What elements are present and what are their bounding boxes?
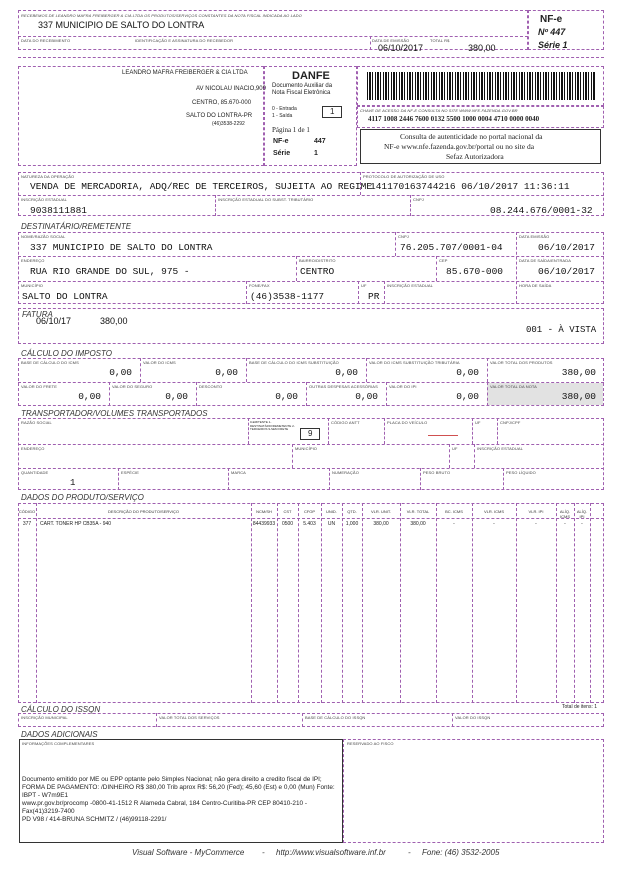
column-divider xyxy=(590,503,591,703)
access-key-value: 4117 1008 2446 7600 0132 5500 1000 0004 4710 0000 0040 xyxy=(368,115,540,123)
recipient-city-value: SALTO DO LONTRA xyxy=(22,291,108,302)
barcode xyxy=(367,72,595,100)
footer-site: http://www.visualsoftware.inf.br xyxy=(276,848,386,857)
table-cell: - xyxy=(581,521,583,527)
column-header: VLR. ICMS xyxy=(483,509,504,514)
column-header: BC. ICMS xyxy=(445,509,463,514)
table-cell: 0500 xyxy=(281,521,294,527)
column-divider xyxy=(342,503,343,703)
additional-line: IBPT - W7m9E1 xyxy=(22,792,69,799)
tax-label: VALOR DO ICMS xyxy=(143,360,176,365)
freight-modes-label: 0-EMITENTE 1-DESTINATÁRIO/REMETENTE 2-TERCEIROS 9-SEM FRETE xyxy=(250,420,295,432)
table-cell: 1,000 xyxy=(345,521,359,527)
ie-st-label: INSCRIÇÃO ESTADUAL DO SUBST. TRIBUTÁRIO xyxy=(218,197,314,202)
table-cell: UN xyxy=(327,521,336,527)
recipient-exit-date-label: DATA DE SAÍDA/ENTRADA xyxy=(519,258,571,263)
recipient-uf-value: PR xyxy=(368,291,380,302)
footer-phone: Fone: (46) 3532-2005 xyxy=(422,848,500,857)
consult-line2: NF-e www.nfe.fazenda.gov.br/portal ou no site da xyxy=(384,142,535,151)
consult-line3: Sefaz Autorizadora xyxy=(446,152,504,161)
quantity-value: 1 xyxy=(70,478,76,488)
additional-info-box xyxy=(19,739,343,843)
quantity-label: QUANTIDADE xyxy=(21,470,49,475)
recipient-phone-label: FONE/FAX xyxy=(249,283,270,288)
footer-sep2: - xyxy=(408,848,411,857)
cut-line xyxy=(18,57,604,58)
danfe-serie-label: Série xyxy=(273,150,291,157)
receipt-emission-label: DATA DE EMISSÃO xyxy=(372,38,410,43)
tax-label: BASE DE CÁLCULO DO ICMS xyxy=(21,360,79,365)
carrier-address-label: ENDEREÇO xyxy=(21,446,45,451)
invoice-box xyxy=(18,308,604,344)
column-header: ALÍQ. IPI xyxy=(576,509,588,519)
danfe-page: Página 1 de 1 xyxy=(272,126,310,134)
column-divider xyxy=(556,503,557,703)
consult-line1: Consulta de autenticidade no portal nacional da xyxy=(400,132,543,141)
recipient-city-label: MUNICÍPIO xyxy=(21,283,44,288)
cnpj-value: 08.244.676/0001-32 xyxy=(490,205,593,216)
plate-label: PLACA DO VEÍCULO xyxy=(387,420,428,425)
additional-line: Fax(41)3219-7400 xyxy=(22,808,75,815)
tax-value: 0,00 xyxy=(275,391,298,402)
tax-value: 0,00 xyxy=(456,391,479,402)
net-weight-label: PESO LÍQUIDO xyxy=(506,470,536,475)
ie-label: INSCRIÇÃO ESTADUAL xyxy=(21,197,67,202)
invoice-amount: 380,00 xyxy=(100,316,128,326)
tax-label: VALOR DO FRETE xyxy=(21,384,57,389)
tax-section: CÁLCULO DO IMPOSTO xyxy=(21,349,112,358)
receipt-nfe-title: NF-e xyxy=(540,14,563,25)
emitter-center: CENTRO, 85.670-000 xyxy=(192,100,252,106)
recipient-cep-value: 85.670-000 xyxy=(446,266,504,277)
receipt-emission-value: 06/10/2017 xyxy=(378,43,424,53)
recipient-section: DESTINATÁRIO/REMETENTE xyxy=(21,222,132,231)
issqn-value-label: VALOR DO ISSQN xyxy=(455,715,491,720)
column-header: DESCRIÇÃO DO PRODUTO/SERVIÇO xyxy=(108,509,179,514)
recipient-ie-label: INSCRIÇÃO ESTADUAL xyxy=(387,283,433,288)
recipient-phone-value: (46)3538-1177 xyxy=(250,291,325,302)
carrier-name-label: RAZÃO SOCIAL xyxy=(21,420,52,425)
additional-section: DADOS ADICIONAIS xyxy=(21,730,98,739)
invoice-terms: 001 - À VISTA xyxy=(526,325,597,335)
column-header: ALÍQ. ICMS xyxy=(559,509,571,519)
additional-info-label: INFORMAÇÕES COMPLEMENTARES xyxy=(22,741,95,746)
fisco-box xyxy=(343,739,604,843)
carrier-cnpj-label: CNPJ/CPF xyxy=(500,420,521,425)
danfe-title: DANFE xyxy=(292,70,330,82)
nature-label: NATUREZA DA OPERAÇÃO xyxy=(21,174,75,179)
cnpj-label: CNPJ xyxy=(413,197,424,202)
column-divider xyxy=(321,503,322,703)
protocol-label: PROTOCOLO DE AUTORIZAÇÃO DE USO xyxy=(363,174,445,179)
tax-value: 0,00 xyxy=(456,367,479,378)
receipt-nfe-serie: Série 1 xyxy=(538,40,568,50)
entrada-label: 0 - Entrada xyxy=(272,106,297,112)
freight-mode-value: 9 xyxy=(308,429,313,438)
footer-company: Visual Software - MyCommerce xyxy=(132,848,245,857)
tax-label: BASE DE CÁLCULO DO ICMS SUBSTITUIÇÃO xyxy=(249,360,339,365)
total-items: Total de itens: 1 xyxy=(562,704,598,710)
recipient-address-label: ENDEREÇO xyxy=(21,258,45,263)
operation-type-value: 1 xyxy=(330,107,335,116)
recipient-district-label: BAIRRO/DISTRITO xyxy=(299,258,336,263)
column-header: VLR. IPI xyxy=(528,509,544,514)
column-divider xyxy=(298,503,299,703)
ie-value: 9038111881 xyxy=(30,205,88,216)
recipient-emission-value: 06/10/2017 xyxy=(538,242,596,253)
recipient-exit-time-label: HORA DE SAÍDA xyxy=(519,283,552,288)
invoice-date: 06/10/17 xyxy=(36,316,72,326)
recipient-uf-label: UF xyxy=(361,283,367,288)
footer-sep1: - xyxy=(262,848,265,857)
tax-label: VALOR DO SEGURO xyxy=(112,384,153,389)
invoice-label: FATURA xyxy=(22,310,53,319)
danfe-nfe-value: 447 xyxy=(314,138,326,145)
table-cell: - xyxy=(493,521,495,527)
species-label: ESPÉCIE xyxy=(121,470,140,475)
fisco-label: RESERVADO AO FISCO xyxy=(347,741,394,746)
issqn-base-label: BASE DE CÁLCULO DO ISSQN xyxy=(305,715,366,720)
receipt-text: RECEBEMOS DE LEANDRO MAFRA FREIBERGER & CIA LTDA OS PRODUTOS/SERVIÇOS CONSTANTES DA NOTA FISCAL INDICADA AO LADO xyxy=(21,13,302,18)
table-cell: 84439933 xyxy=(252,521,276,527)
danfe-subtitle2: Nota Fiscal Eletrônica xyxy=(272,90,331,96)
tax-value: 0,00 xyxy=(335,367,358,378)
tax-value: 380,00 xyxy=(561,367,596,378)
receipt-nfe-number: Nº 447 xyxy=(538,27,566,37)
carrier-ie-label: INSCRIÇÃO ESTADUAL xyxy=(477,446,523,451)
column-divider xyxy=(472,503,473,703)
saida-label: 1 - Saída xyxy=(272,113,293,119)
carrier-city-label: MUNICÍPIO xyxy=(295,446,318,451)
column-header: VLR. TOTAL xyxy=(406,509,430,514)
recipient-cnpj-label: CNPJ xyxy=(398,234,409,239)
recipient-address-value: RUA RIO GRANDE DO SUL, 975 - xyxy=(30,266,190,277)
column-divider xyxy=(277,503,278,703)
column-divider xyxy=(436,503,437,703)
receipt-recipient: 337 MUNICIPIO DE SALTO DO LONTRA xyxy=(38,20,205,30)
danfe-nfe-label: NF-e xyxy=(273,138,289,145)
table-cell: 380,00 xyxy=(410,521,426,527)
column-header: CÓDIGO xyxy=(18,509,36,514)
column-header: VLR. UNIT. xyxy=(370,509,391,514)
additional-line: www.pr.gov.br/procomp -0800-41-1512 R Alameda Cabral, 184 Centro-Curitiba-PR CEP 80410-210 - xyxy=(22,800,308,807)
gross-weight-label: PESO BRUTO xyxy=(423,470,451,475)
issqn-section: CÁLCULO DO ISSQN xyxy=(21,705,101,714)
column-divider xyxy=(251,503,252,703)
recipient-district-value: CENTRO xyxy=(300,266,335,277)
danfe-serie-value: 1 xyxy=(314,150,318,157)
table-cell: CART. TONER HP CB35A - 940 xyxy=(40,521,112,527)
receipt-total-value: 380,00 xyxy=(468,43,496,53)
column-header: QTD. xyxy=(347,509,357,514)
signature-label: IDENTIFICAÇÃO E ASSINATURA DO RECEBEDOR xyxy=(135,38,234,43)
column-divider xyxy=(362,503,363,703)
emitter-address: AV NICOLAU INACIO,909 xyxy=(196,86,266,92)
additional-line: PD V98 / 414-BRUNA SCHMITZ / (46)99118-2291/ xyxy=(22,816,167,823)
table-cell: 5.403 xyxy=(303,521,316,527)
recipient-exit-date-value: 06/10/2017 xyxy=(538,266,596,277)
column-divider xyxy=(574,503,575,703)
recipient-name-label: NOME/RAZÃO SOCIAL xyxy=(21,234,66,239)
table-cell: - xyxy=(564,521,566,527)
additional-line: Documento emitido por ME ou EPP optante pelo Simples Nacional; não gera direito a credito fiscal de IPI; xyxy=(22,776,322,783)
tax-value: 0,00 xyxy=(355,391,378,402)
date-received-label: DATA DO RECEBIMENTO xyxy=(21,38,71,43)
column-header: UNID. xyxy=(326,509,337,514)
access-key-label: CHAVE DE ACESSO DA NF-E CONSULTA NO SITE WWW.NFE.FAZENDA.GOV.BR xyxy=(360,108,518,113)
tax-value: 0,00 xyxy=(78,391,101,402)
tax-value: 0,00 xyxy=(215,367,238,378)
tax-label: VALOR DO IPI xyxy=(389,384,417,389)
total-services-label: VALOR TOTAL DOS SERVIÇOS xyxy=(159,715,220,720)
antt-label: CÓDIGO ANTT xyxy=(331,420,360,425)
tax-label: DESCONTO xyxy=(199,384,223,389)
table-cell: - xyxy=(453,521,455,527)
plate-mark xyxy=(428,435,458,436)
column-divider xyxy=(36,503,37,703)
numbering-label: NUMERAÇÃO xyxy=(332,470,359,475)
recipient-cep-label: CEP xyxy=(439,258,448,263)
column-header: CST xyxy=(283,509,292,514)
tax-value: 0,00 xyxy=(109,367,132,378)
products-section: DADOS DO PRODUTO/SERVIÇO xyxy=(21,493,144,502)
additional-line: FORMA DE PAGAMENTO: /DINHEIRO R$ 380,00 Trib aprox R$: 56,20 (Fed); 45,60 (Est) e 0,00 (Mun) Fonte: xyxy=(22,784,335,791)
recipient-name-value: 337 MUNICIPIO DE SALTO DO LONTRA xyxy=(30,242,213,253)
receipt-total-label: TOTAL R$ xyxy=(430,38,450,43)
protocol-value: 141170163744216 06/10/2017 11:36:11 xyxy=(370,181,570,192)
emitter-city: SALTO DO LONTRA-PR xyxy=(186,113,253,119)
tax-label: VALOR DO ICMS SUBSTITUIÇÃO TRIBUTÁRIA xyxy=(369,360,460,365)
recipient-cnpj-value: 76.205.707/0001-04 xyxy=(400,242,503,253)
tax-value: 0,00 xyxy=(165,391,188,402)
column-divider xyxy=(400,503,401,703)
tax-label: VALOR TOTAL DOS PRODUTOS xyxy=(490,360,553,365)
table-cell: 380,00 xyxy=(373,521,389,527)
brand-label: MARCA xyxy=(231,470,246,475)
table-cell: 377 xyxy=(22,521,32,527)
tax-label: OUTRAS DESPESAS ACESSÓRIAS xyxy=(309,384,378,389)
carrier-uf2-label: UF xyxy=(452,446,458,451)
column-header: NCM/SH xyxy=(256,509,272,514)
emitter-name: LEANDRO MAFRA FREIBERGER & CIA LTDA xyxy=(122,70,248,76)
tax-label: VALOR TOTAL DA NOTA xyxy=(490,384,537,389)
nature-value: VENDA DE MERCADORIA, ADQ/REC DE TERCEIROS, SUJEITA AO REGIME xyxy=(30,181,373,192)
danfe-subtitle1: Documento Auxiliar da xyxy=(272,83,333,89)
table-cell: - xyxy=(535,521,537,527)
transport-section: TRANSPORTADOR/VOLUMES TRANSPORTADOS xyxy=(21,409,208,418)
tax-value: 380,00 xyxy=(561,391,596,402)
recipient-emission-label: DATA EMISSÃO xyxy=(519,234,550,239)
carrier-uf-label: UF xyxy=(475,420,481,425)
column-header: CFOP xyxy=(303,509,316,514)
im-label: INSCRIÇÃO MUNICIPAL xyxy=(21,715,68,720)
emitter-phone: (46)3538-2292 xyxy=(212,121,245,127)
column-divider xyxy=(516,503,517,703)
